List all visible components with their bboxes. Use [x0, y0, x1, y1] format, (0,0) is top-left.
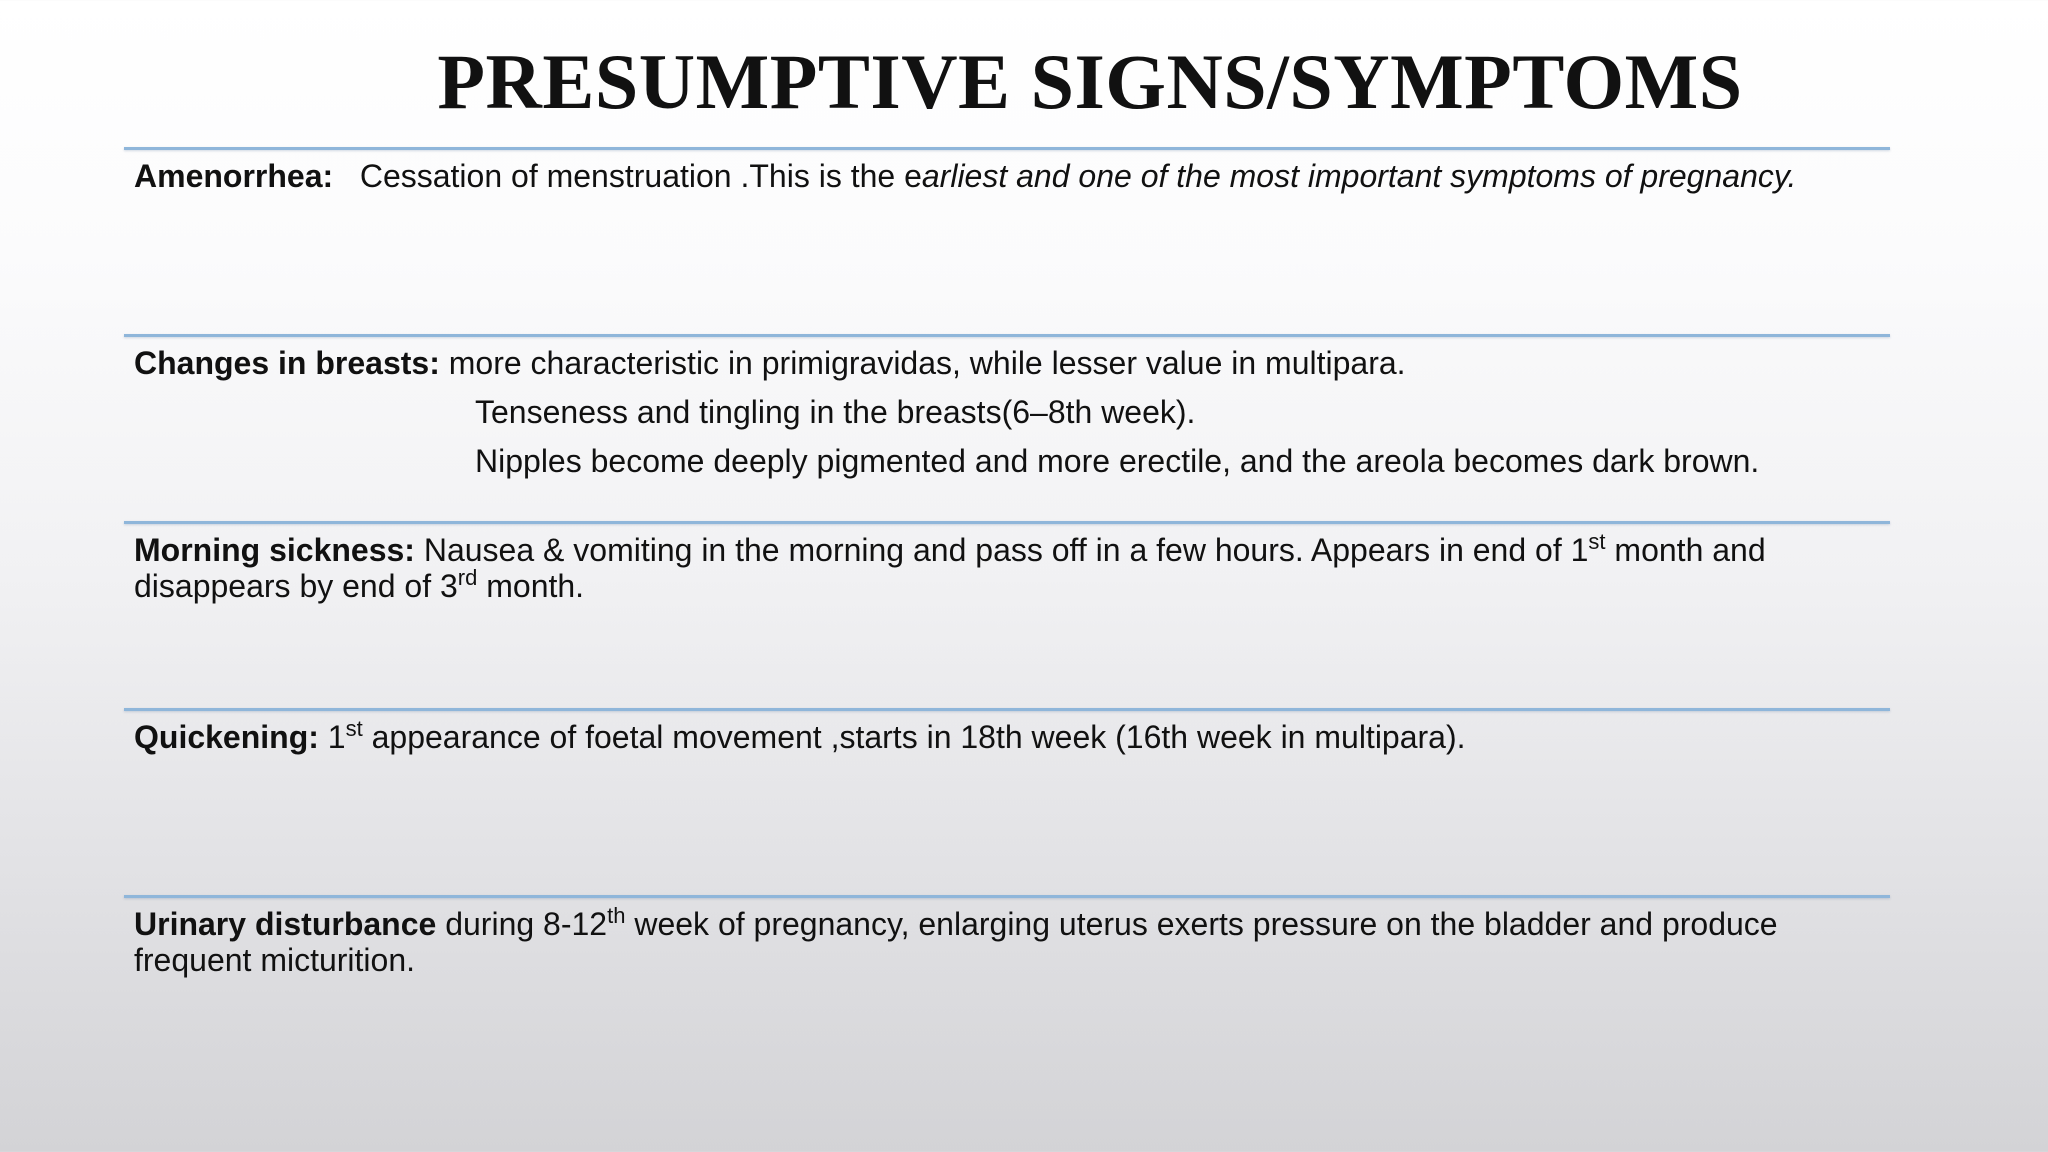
- quickening-text-b: appearance of foetal movement ,starts in 18th week (16th week in multipara).: [371, 719, 1466, 755]
- quickening-text-a: 1: [327, 719, 346, 755]
- divider-line: [124, 147, 1890, 150]
- urinary-item: [134, 903, 1886, 978]
- morning-sickness-item: [134, 529, 1886, 604]
- superscript: st: [345, 716, 363, 741]
- divider-line: [124, 708, 1890, 711]
- divider-line: [124, 895, 1890, 898]
- morning-sickness-text-b: month and disappears by end of 3: [134, 532, 1766, 604]
- morning-sickness-label: Morning sickness:: [134, 532, 415, 568]
- divider-line: [124, 521, 1890, 524]
- amenorrhea-emphasis: arliest and one of the most important symptoms of pregnancy.: [921, 158, 1797, 194]
- urinary-text-a: during 8-12: [445, 906, 608, 942]
- urinary-text-b: week of pregnancy, enlarging uterus exerts pressure on the bladder and produce frequent micturition.: [134, 906, 1778, 978]
- breasts-line-3: Nipples become deeply pigmented and more erectile, and the areola becomes dark brown.: [475, 443, 1760, 479]
- breasts-line-2: Tenseness and tingling in the breasts(6–8th week).: [475, 394, 1196, 430]
- breasts-item: [134, 345, 1886, 381]
- divider-line: [124, 334, 1890, 337]
- amenorrhea-text: Cessation of menstruation .This is the e: [359, 158, 922, 194]
- morning-sickness-text-a: Nausea & vomiting in the morning and pass off in a few hours. Appears in end of 1: [423, 532, 1589, 568]
- quickening-item: [134, 716, 1886, 755]
- urinary-label: Urinary disturbance: [134, 906, 437, 942]
- breasts-line-1: more characteristic in primigravidas, while lesser value in multipara.: [448, 345, 1406, 381]
- superscript: rd: [457, 565, 478, 590]
- amenorrhea-item: [134, 158, 1886, 194]
- superscript: th: [607, 903, 626, 928]
- slide-title: PRESUMPTIVE SIGNS/SYMPTOMS: [437, 38, 1743, 125]
- breasts-label: Changes in breasts:: [134, 345, 440, 381]
- amenorrhea-label: Amenorrhea:: [134, 158, 334, 194]
- morning-sickness-text-c: month.: [486, 568, 585, 604]
- quickening-label: Quickening:: [134, 719, 319, 755]
- superscript: st: [1588, 529, 1606, 554]
